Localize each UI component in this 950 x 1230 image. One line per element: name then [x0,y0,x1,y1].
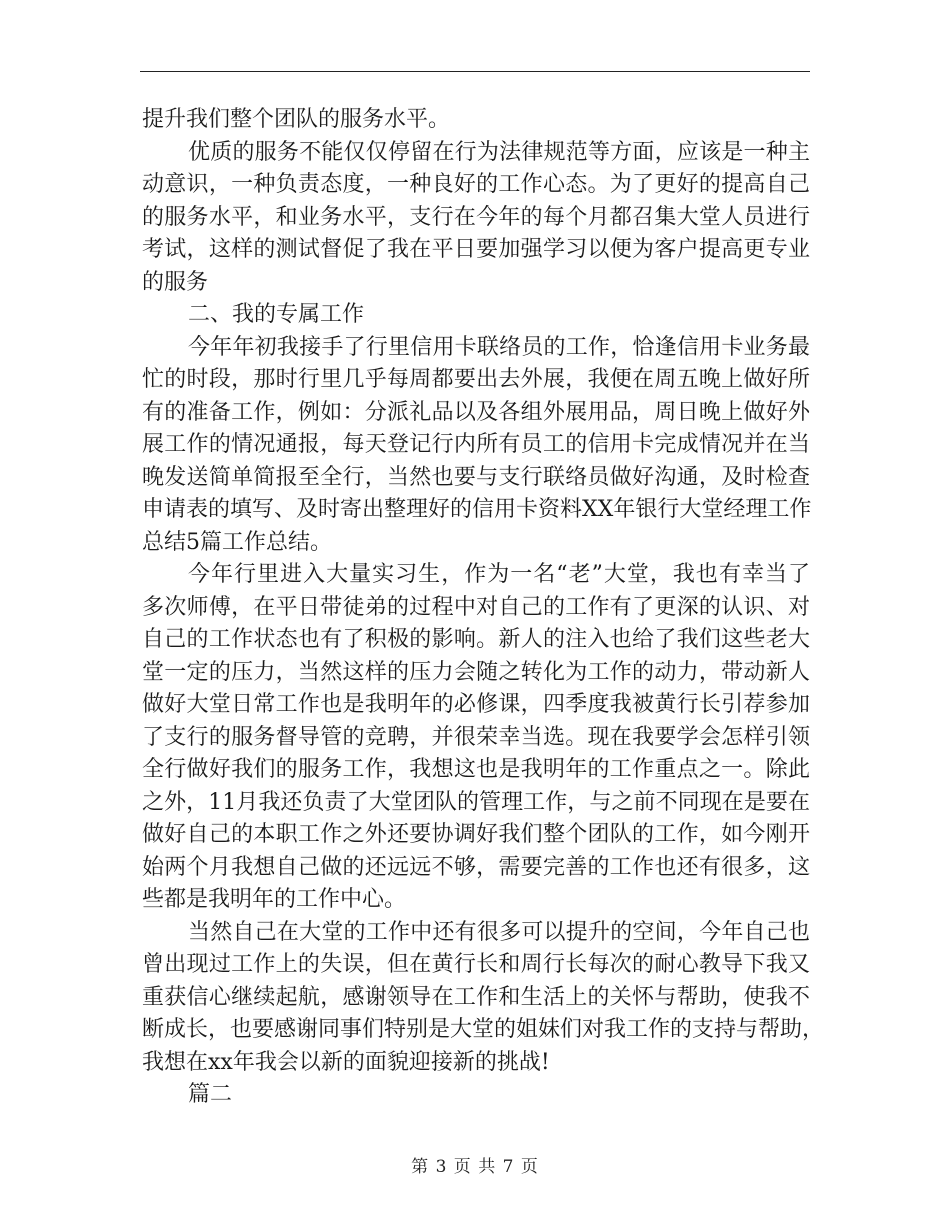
document-body [142,104,825,1112]
page-footer: 第 3 页 共 7 页 [411,1157,539,1177]
text-line: 曾出现过工作上的失误，但在黄行长和周行长每次的耐心教导下我又 [142,952,810,977]
text-line: 做好大堂日常工作也是我明年的必修课，四季度我被黄行长引荐参加 [142,692,810,717]
text-line: 堂一定的压力，当然这样的压力会随之转化为工作的动力，带动新人 [142,659,810,685]
text-line: 动意识，一种负责态度，一种良好的工作心态。为了更好的提高自己 [142,172,810,197]
text-line: 总结5篇工作总结。 [142,529,332,555]
text-line: 重获信心继续起航，感谢领导在工作和生活上的关怀与帮助，使我不 [142,984,810,1010]
text-line: 二、我的专属工作 [188,302,365,327]
text-line: 今年行里进入大量实习生，作为一名“老”大堂，我也有幸当了 [188,562,810,587]
text-line: 自己的工作状态也有了积极的影响。新人的注入也给了我们这些老大 [142,627,810,652]
text-line: 有的准备工作，例如：分派礼品以及各组外展用品，周日晚上做好外 [142,399,810,425]
text-line: 做好自己的本职工作之外还要协调好我们整个团队的工作，如今刚开 [142,822,810,847]
text-line: 断成长，也要感谢同事们特别是大堂的姐妹们对我工作的支持与帮助， [142,1017,825,1042]
text-line: 全行做好我们的服务工作，我想这也是我明年的工作重点之一。除此 [142,757,810,782]
text-line: 之外，11月我还负责了大堂团队的管理工作，与之前不同现在是要在 [142,789,810,815]
text-line: 考试，这样的测试督促了我在平日要加强学习以便为客户提高更专业 [142,237,810,262]
text-line: 了支行的服务督导管的竞聘，并很荣幸当选。现在我要学会怎样引领 [142,724,810,750]
text-line: 多次师傅，在平日带徒弟的过程中对自己的工作有了更深的认识、对 [142,594,810,620]
text-line: 忙的时段，那时行里几乎每周都要出去外展，我便在周五晚上做好所 [142,367,810,392]
text-line: 当然自己在大堂的工作中还有很多可以提升的空间，今年自己也 [188,919,810,945]
text-line: 的服务 [142,269,209,295]
text-line: 提升我们整个团队的服务水平。 [142,107,451,132]
text-line: 今年年初我接手了行里信用卡联络员的工作，恰逢信用卡业务最 [188,334,810,360]
text-line: 我想在xx年我会以新的面貌迎接新的挑战! [142,1049,550,1075]
text-line: 始两个月我想自己做的还远远不够，需要完善的工作也还有很多，这 [142,854,810,880]
text-line: 申请表的填写、及时寄出整理好的信用卡资料XX年银行大堂经理工作 [142,497,812,522]
header-rule [140,71,810,72]
text-line: 些都是我明年的工作中心。 [142,887,407,912]
text-line: 优质的服务不能仅仅停留在行为法律规范等方面，应该是一种主 [188,139,810,165]
text-line: 展工作的情况通报，每天登记行内所有员工的信用卡完成情况并在当 [142,432,810,457]
text-line: 篇二 [188,1082,233,1107]
text-line: 晚发送简单简报至全行，当然也要与支行联络员做好沟通，及时检查 [142,464,810,490]
text-line: 的服务水平，和业务水平，支行在今年的每个月都召集大堂人员进行 [142,204,810,230]
